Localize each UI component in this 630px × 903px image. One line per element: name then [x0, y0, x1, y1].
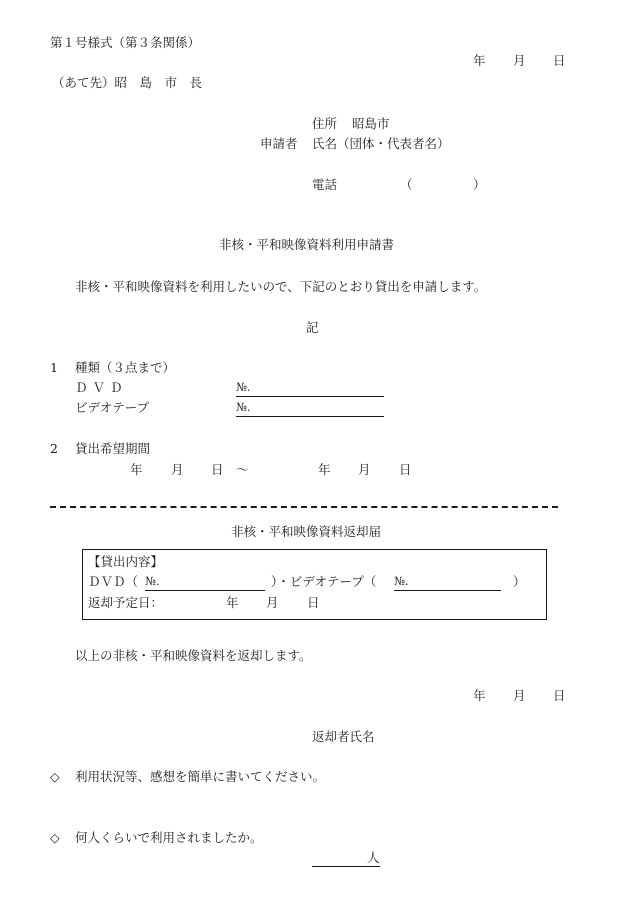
period-from-year: 年	[130, 462, 143, 477]
item2-label: 貸出希望期間	[75, 441, 151, 456]
video-label: ビデオテープ	[75, 400, 150, 415]
header-date-year: 年	[473, 53, 486, 68]
header-date-month: 月	[513, 53, 526, 68]
due-date-month: 月	[266, 595, 279, 610]
return-date-month: 月	[513, 688, 526, 703]
video-number-underline	[236, 416, 384, 417]
addressee: （あて先）昭 島 市 長	[52, 75, 203, 90]
box-dvd-number-label: №.	[145, 574, 160, 588]
address-value: 昭島市	[352, 116, 390, 131]
period-to-year: 年	[318, 462, 331, 477]
phone-paren-open: （	[400, 177, 413, 192]
dvd-label: ＤＶＤ	[75, 380, 128, 395]
ki-label: 記	[306, 320, 319, 335]
application-body: 非核・平和映像資料を利用したいので、下記のとおり貸出を申請します。	[75, 279, 487, 294]
period-from-month: 月	[171, 462, 184, 477]
box-dvd-number-underline	[145, 590, 265, 591]
phone-label: 電話	[312, 177, 338, 192]
period-to-month: 月	[358, 462, 371, 477]
form-number: 第１号様式（第３条関係）	[50, 35, 201, 50]
return-title: 非核・平和映像資料返却届	[231, 524, 382, 539]
diamond-bullet-icon: ◇	[50, 769, 60, 784]
box-dvd-label: ＤＶＤ（	[88, 574, 139, 589]
people-unit: 人	[367, 850, 380, 865]
header-date-day: 日	[553, 53, 566, 68]
question-number-of-users: 何人くらいで利用されましたか。	[75, 830, 263, 845]
due-date-day: 日	[307, 595, 320, 610]
phone-paren-close: ）	[473, 177, 486, 192]
dvd-number-label: №.	[236, 380, 251, 394]
box-mid-text: ）・ビデオテープ（	[271, 574, 377, 589]
video-number-label: №.	[236, 400, 251, 414]
box-close-paren: ）	[513, 574, 526, 589]
cut-line	[50, 506, 558, 508]
box-heading: 【貸出内容】	[88, 554, 164, 569]
box-video-number-underline	[394, 590, 501, 591]
item1-number: 1	[50, 360, 58, 375]
item2-number: 2	[50, 441, 58, 456]
return-statement: 以上の非核・平和映像資料を返却します。	[75, 648, 312, 663]
dvd-number-underline	[236, 396, 384, 397]
address-label: 住所	[312, 116, 338, 131]
item1-label: 種類（３点まで）	[75, 360, 176, 375]
period-to-day: 日	[399, 462, 412, 477]
application-title: 非核・平和映像資料利用申請書	[219, 237, 395, 252]
returner-name-label: 返却者氏名	[312, 729, 375, 744]
return-date-day: 日	[553, 688, 566, 703]
box-video-number-label: №.	[394, 574, 409, 588]
return-date-year: 年	[473, 688, 486, 703]
due-date-label: 返却予定日：	[88, 595, 164, 610]
question-usage-feedback: 利用状況等、感想を簡単に書いてください。	[75, 769, 326, 784]
applicant-label: 申請者	[260, 136, 298, 151]
due-date-year: 年	[226, 595, 239, 610]
name-label: 氏名（団体・代表者名）	[312, 136, 450, 151]
diamond-bullet-icon: ◇	[50, 830, 60, 845]
people-count-underline	[312, 866, 380, 867]
period-tilde: 〜	[236, 462, 249, 477]
period-from-day: 日	[211, 462, 224, 477]
